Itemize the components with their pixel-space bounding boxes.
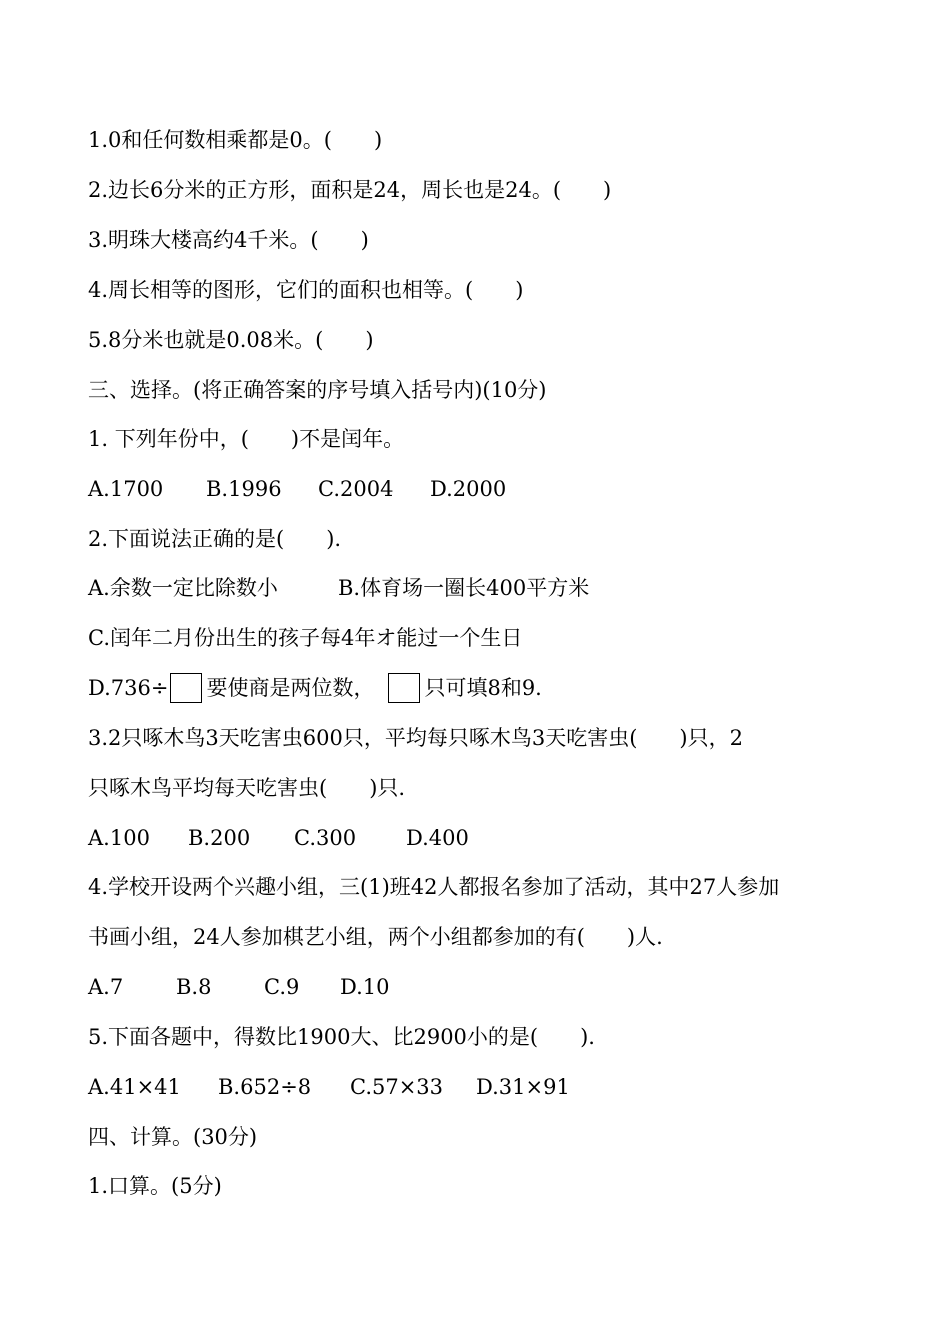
judgement-item-1: 1.0和任何数相乘都是0。( ) bbox=[88, 128, 383, 152]
question-2-options-ab bbox=[88, 574, 589, 602]
judgement-item-2: 2.边长6分米的正方形，面积是24，周长也是24。( ) bbox=[88, 178, 612, 202]
question-3-line-2: 只啄木鸟平均每天吃害虫( )只. bbox=[88, 776, 406, 800]
option-a: A.41×41 bbox=[88, 1075, 181, 1099]
option-c: C.57×33 bbox=[350, 1075, 444, 1099]
option-c: C.2004 bbox=[318, 477, 394, 501]
question-4-line-2: 书画小组，24人参加棋艺小组，两个小组都参加的有( )人. bbox=[88, 925, 663, 949]
judgement-item-4: 4.周长相等的图形，它们的面积也相等。( ) bbox=[88, 278, 524, 302]
option-b: B.8 bbox=[176, 975, 212, 999]
section-3-heading: 三、选择。(将正确答案的序号填入括号内)(10分) bbox=[88, 378, 547, 402]
question-2: 2.下面说法正确的是( ). bbox=[88, 527, 342, 551]
option-d-suffix: 只可填8和9. bbox=[424, 676, 542, 700]
question-3-line-1: 3.2只啄木鸟3天吃害虫600只，平均每只啄木鸟3天吃害虫( )只，2 bbox=[88, 726, 743, 750]
option-a: A.余数一定比除数小 bbox=[88, 576, 278, 600]
judgement-item-3: 3.明珠大楼高约4千米。( ) bbox=[88, 228, 369, 252]
option-b: B.652÷8 bbox=[218, 1075, 312, 1099]
blank-box bbox=[388, 673, 420, 703]
blank-box bbox=[170, 673, 202, 703]
option-d: D.31×91 bbox=[476, 1075, 570, 1099]
question-4-options bbox=[88, 973, 390, 1001]
option-d: D.400 bbox=[406, 826, 469, 850]
option-b: B.200 bbox=[188, 826, 251, 850]
option-a: A.100 bbox=[88, 826, 150, 850]
option-d: D.10 bbox=[340, 975, 390, 999]
question-1-options bbox=[88, 475, 506, 503]
option-d-prefix: D.736÷ bbox=[88, 676, 169, 700]
option-d-middle: 要使商是两位数， bbox=[206, 676, 375, 700]
question-2-option-d bbox=[88, 674, 542, 705]
option-c: C.9 bbox=[264, 975, 300, 999]
option-b: B.体育场一圈长400平方米 bbox=[338, 576, 590, 600]
question-2-option-c: C.闰年二月份出生的孩子每4年オ能过一个生日 bbox=[88, 626, 523, 650]
question-1: 1. 下列年份中，( )不是闰年。 bbox=[88, 427, 405, 451]
question-5-options bbox=[88, 1073, 570, 1101]
judgement-item-5: 5.8分米也就是0.08米。( ) bbox=[88, 328, 374, 352]
option-a: A.7 bbox=[88, 975, 124, 999]
option-d: D.2000 bbox=[430, 477, 507, 501]
section-4-subheading: 1.口算。(5分) bbox=[88, 1174, 222, 1198]
option-a: A.1700 bbox=[88, 477, 164, 501]
question-3-options bbox=[88, 824, 469, 852]
option-b: B.1996 bbox=[206, 477, 282, 501]
section-4-heading: 四、计算。(30分) bbox=[88, 1125, 258, 1149]
question-5: 5.下面各题中，得数比1900大、比2900小的是( ). bbox=[88, 1025, 595, 1049]
question-4-line-1: 4.学校开设两个兴趣小组，三(1)班42人都报名参加了活动，其中27人参加 bbox=[88, 875, 780, 899]
option-c: C.300 bbox=[294, 826, 357, 850]
